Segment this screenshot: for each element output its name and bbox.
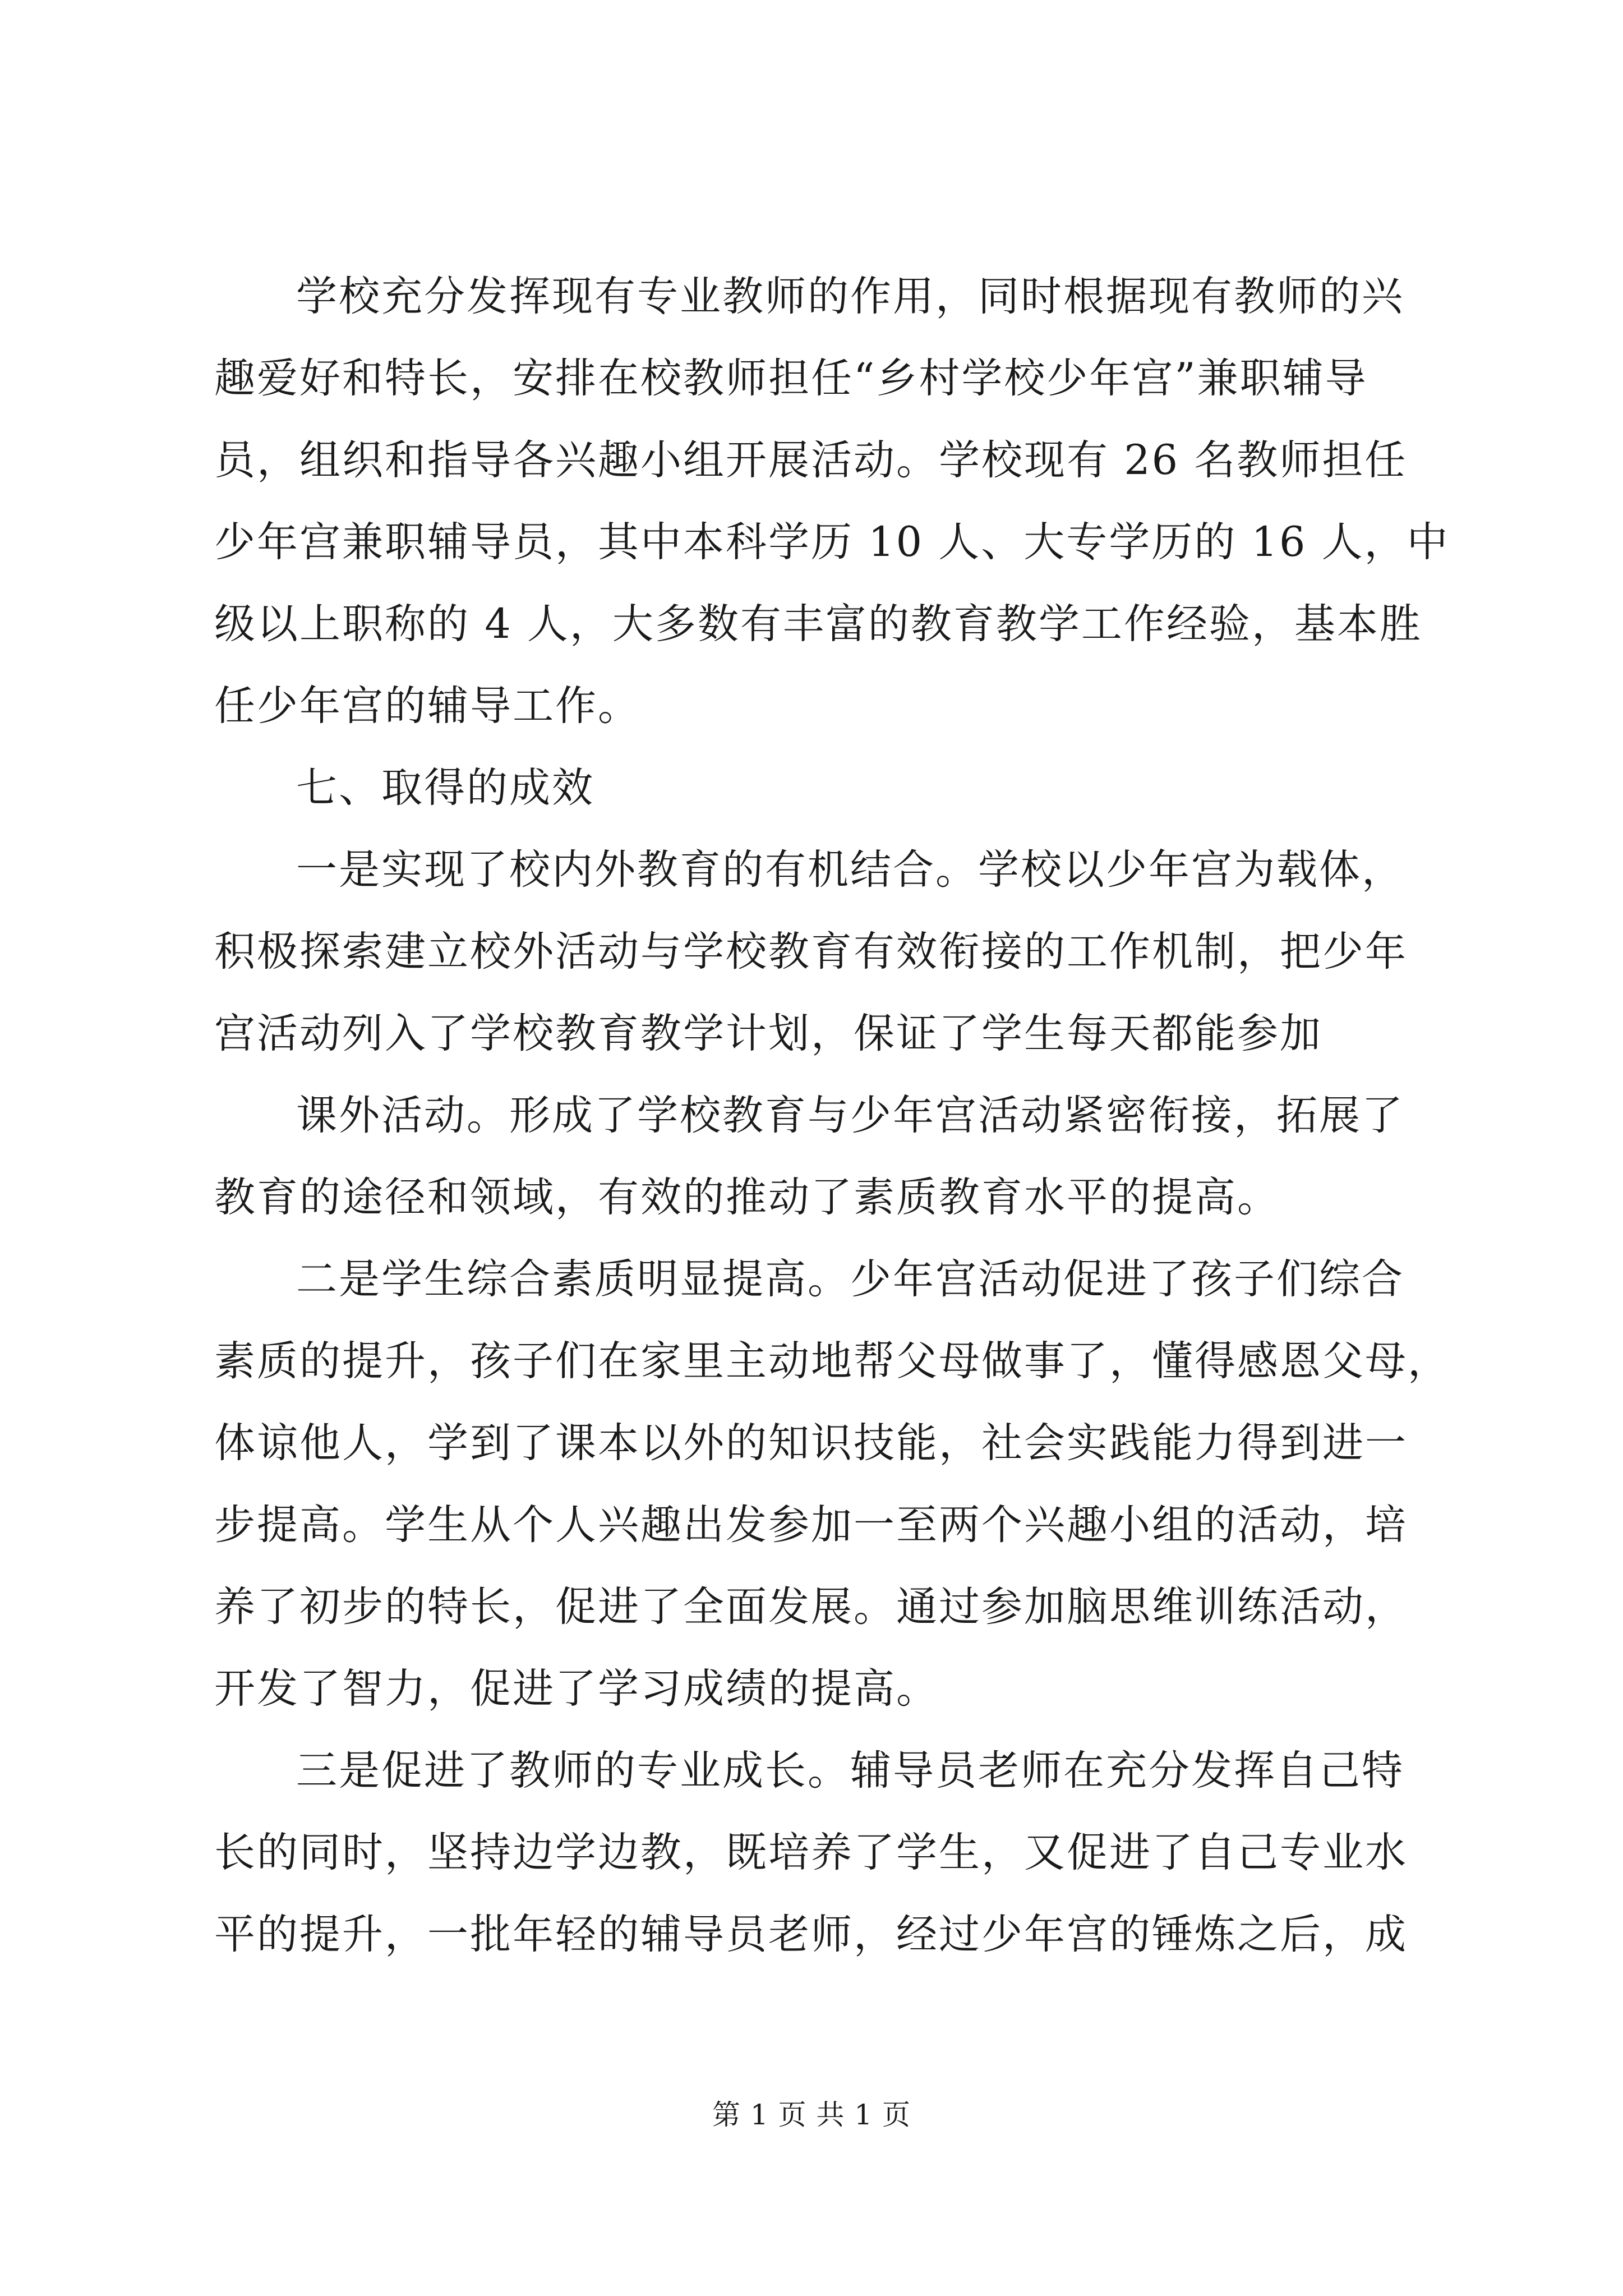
paragraph-4-line-1: 三是促进了教师的专业成长。辅导员老师在充分发挥自己特 (296, 1747, 1404, 1795)
paragraph-2-line-1: 一是实现了校内外教育的有机结合。学校以少年宫为载体， (296, 846, 1404, 894)
paragraph-2-line-2: 积极探索建立校外活动与学校教育有效衔接的工作机制，把少年 (214, 928, 1408, 976)
paragraph-1-line-1: 学校充分发挥现有专业教师的作用，同时根据现有教师的兴 (296, 273, 1404, 320)
paragraph-1-line-3: 员，组织和指导各兴趣小组开展活动。学校现有 26 名教师担任 (214, 436, 1408, 484)
paragraph-3-line-3: 体谅他人，学到了课本以外的知识技能，社会实践能力得到进一 (214, 1419, 1408, 1467)
paragraph-1-line-6: 任少年宫的辅导工作。 (214, 682, 640, 730)
paragraph-1-line-4: 少年宫兼职辅导员，其中本科学历 10 人、大专学历的 16 人，中 (214, 518, 1450, 566)
document-body (214, 256, 1450, 1976)
paragraph-3-line-2: 素质的提升，孩子们在家里主动地帮父母做事了，懂得感恩父母， (214, 1337, 1450, 1385)
paragraph-3-line-6: 开发了智力，促进了学习成绩的提高。 (214, 1665, 939, 1713)
section-heading: 七、取得的成效 (296, 764, 594, 812)
paragraph-3-line-4: 步提高。学生从个人兴趣出发参加一至两个兴趣小组的活动，培 (214, 1501, 1408, 1549)
paragraph-1-line-2: 趣爱好和特长，安排在校教师担任“乡村学校少年宫”兼职辅导 (214, 355, 1368, 402)
paragraph-4-line-3: 平的提升，一批年轻的辅导员老师，经过少年宫的锤炼之后，成 (214, 1911, 1408, 1958)
paragraph-3-line-5: 养了初步的特长，促进了全面发展。通过参加脑思维训练活动， (214, 1583, 1408, 1631)
paragraph-1-line-5: 级以上职称的 4 人，大多数有丰富的教育教学工作经验，基本胜 (214, 600, 1422, 648)
paragraph-3-line-1: 二是学生综合素质明显提高。少年宫活动促进了孩子们综合 (296, 1255, 1404, 1303)
page-number-footer: 第 1 页 共 1 页 (712, 2099, 911, 2131)
paragraph-2-line-5: 教育的途径和领域，有效的推动了素质教育水平的提高。 (214, 1174, 1280, 1221)
paragraph-2-line-3: 宫活动列入了学校教育教学计划，保证了学生每天都能参加 (214, 1010, 1322, 1057)
paragraph-2-line-4: 课外活动。形成了学校教育与少年宫活动紧密衔接，拓展了 (296, 1092, 1404, 1139)
paragraph-4-line-2: 长的同时，坚持边学边教，既培养了学生，又促进了自己专业水 (214, 1829, 1408, 1876)
